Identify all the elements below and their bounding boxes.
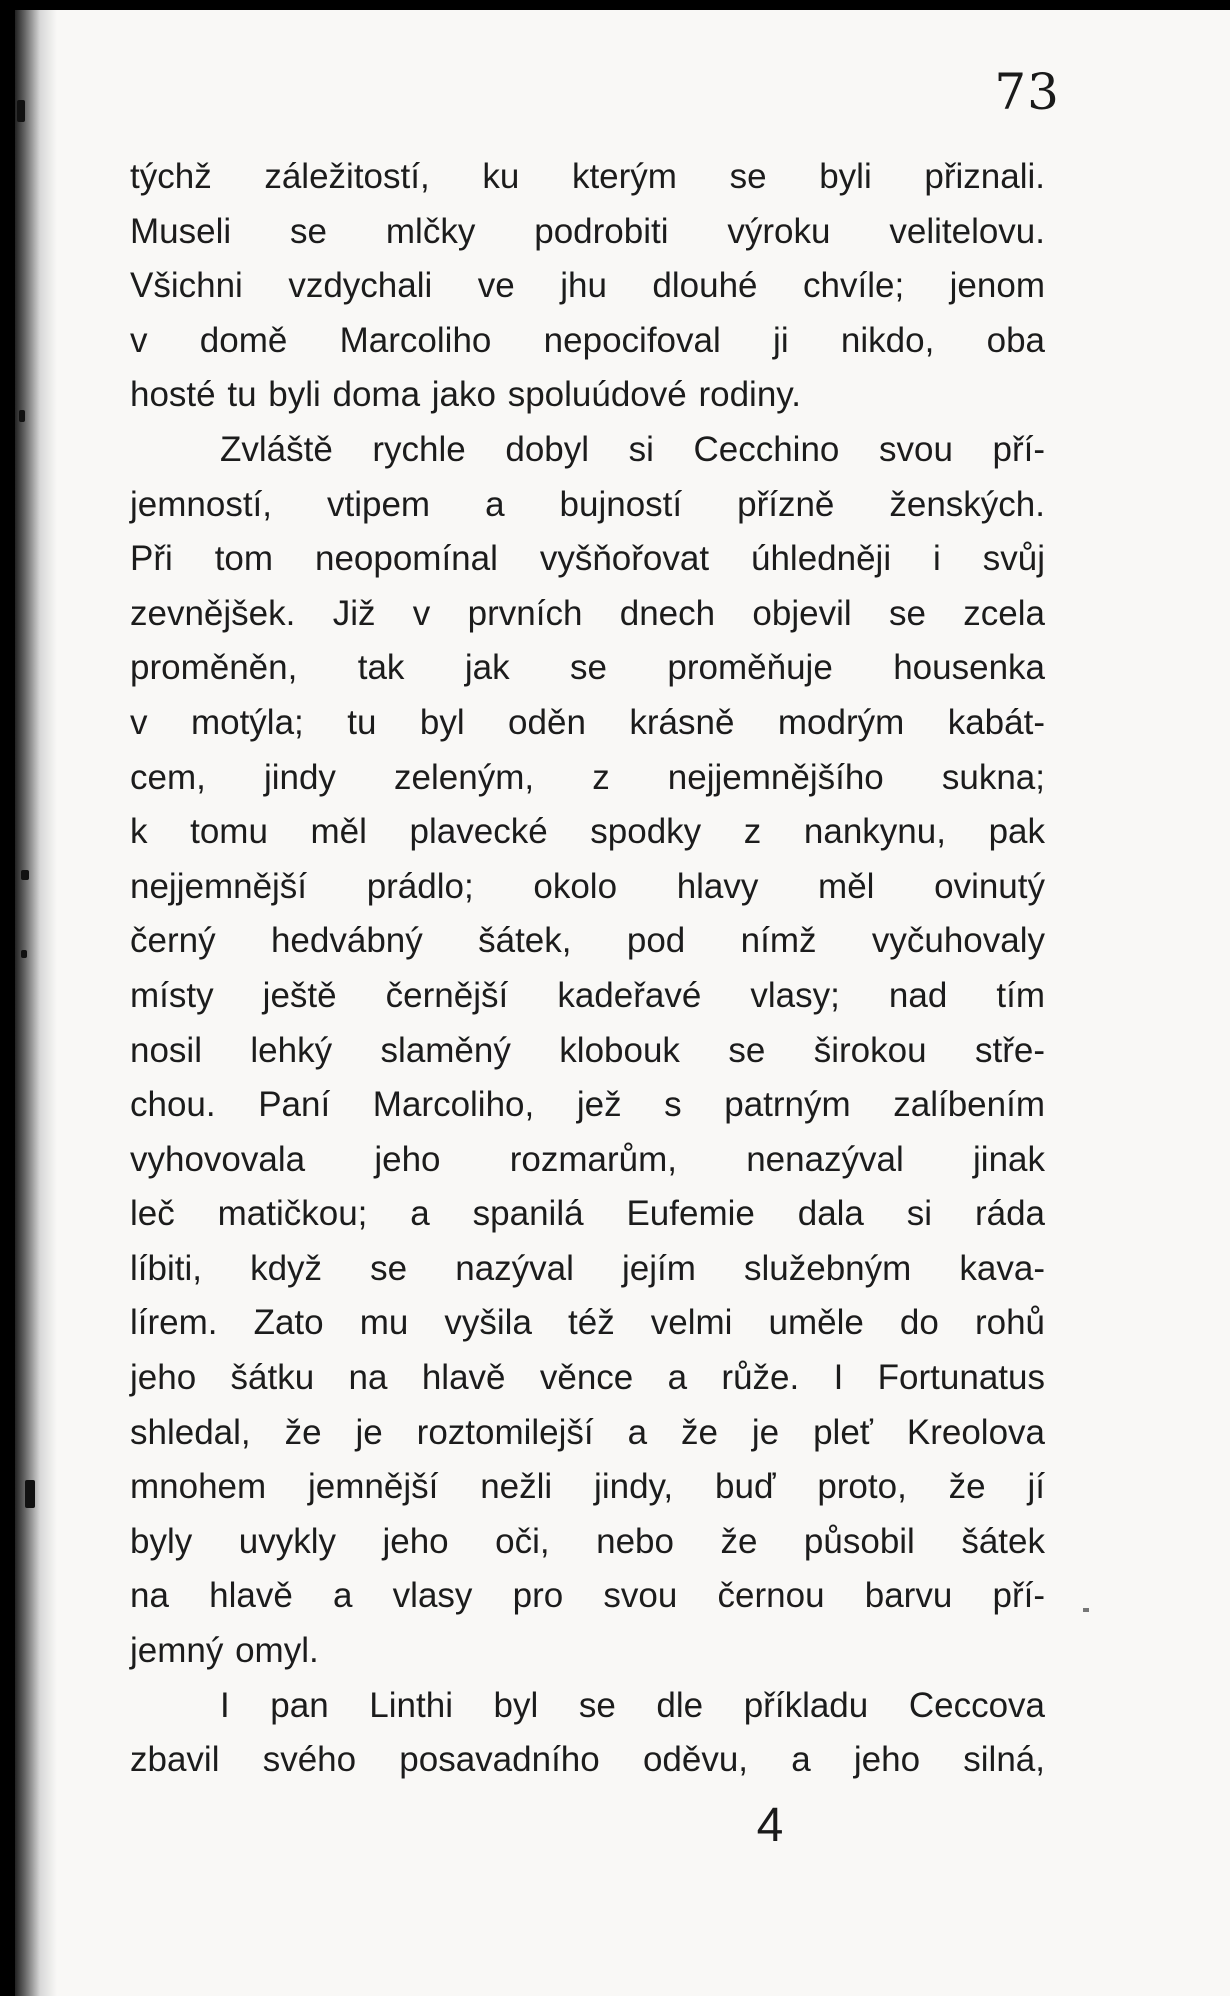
binding-mark	[25, 1480, 35, 1508]
text-line: jemný omyl.	[130, 1631, 319, 1671]
text-line: hosté tu byli doma jako spoluúdové rodiny.	[130, 375, 801, 415]
text-line: místy ještě černější kadeřavé vlasy; nad tím	[130, 975, 1045, 1015]
binding-mark	[19, 410, 25, 422]
text-line: Všichni vzdychali ve jhu dlouhé chvíle; jenom	[130, 266, 1045, 306]
text-line: Při tom neopomínal vyšňořovat úhledněji i svůj	[130, 539, 1045, 579]
binding-mark	[21, 870, 29, 880]
text-line: Museli se mlčky podrobiti výroku velitelovu.	[130, 211, 1045, 251]
page-number: 73	[994, 63, 1060, 121]
text-line: jeho šátku na hlavě věnce a růže. I Fortunatus	[130, 1358, 1045, 1398]
text-line: Zvláště rychle dobyl si Cecchino svou pří-	[220, 429, 1045, 469]
text-line: jemností, vtipem a bujností přízně ženských.	[130, 484, 1045, 524]
text-line: zbavil svého posavadního oděvu, a jeho silná,	[130, 1740, 1045, 1780]
stray-ink-dot	[1083, 1608, 1089, 1612]
text-line: proměněn, tak jak se proměňuje housenka	[130, 648, 1045, 688]
text-line: I pan Linthi byl se dle příkladu Ceccova	[220, 1685, 1045, 1725]
text-line: chou. Paní Marcoliho, jež s patrným zalíbením	[130, 1085, 1045, 1125]
text-line: nejjemnější prádlo; okolo hlavy měl ovinutý	[130, 866, 1045, 906]
binding-mark	[21, 950, 27, 958]
text-line: shledal, že je roztomilejší a že je pleť Kreolova	[130, 1412, 1045, 1452]
text-line: leč matičkou; a spanilá Eufemie dala si ráda	[130, 1194, 1045, 1234]
body-text	[130, 150, 1045, 1788]
binding-mark	[17, 100, 25, 122]
text-line: v domě Marcoliho nepocifoval ji nikdo, oba	[130, 320, 1045, 360]
text-line: k tomu měl plavecké spodky z nankynu, pak	[130, 812, 1045, 852]
text-line: na hlavě a vlasy pro svou černou barvu pří-	[130, 1576, 1045, 1616]
text-line: mnohem jemnější nežli jindy, buď proto, že jí	[130, 1467, 1045, 1507]
text-line: cem, jindy zeleným, z nejjemnějšího sukna;	[130, 757, 1045, 797]
text-line: vyhovovala jeho rozmarům, nenazýval jinak	[130, 1139, 1045, 1179]
binding-edge	[15, 10, 57, 1996]
text-line: lírem. Zato mu vyšila též velmi uměle do rohů	[130, 1303, 1045, 1343]
text-line: zevnějšek. Již v prvních dnech objevil se zcela	[130, 593, 1045, 633]
text-line: byly uvykly jeho oči, nebo že působil šátek	[130, 1521, 1045, 1561]
text-line: v motýla; tu byl oděn krásně modrým kabát-	[130, 702, 1045, 742]
text-line: nosil lehký slaměný klobouk se širokou stře-	[130, 1030, 1045, 1070]
text-line: černý hedvábný šátek, pod nímž vyčuhovaly	[130, 921, 1045, 961]
text-line: líbiti, když se nazýval jejím služebným kava-	[130, 1248, 1045, 1288]
signature-mark: 4	[756, 1799, 784, 1852]
text-line: týchž záležitostí, ku kterým se byli přiznali.	[130, 157, 1045, 196]
